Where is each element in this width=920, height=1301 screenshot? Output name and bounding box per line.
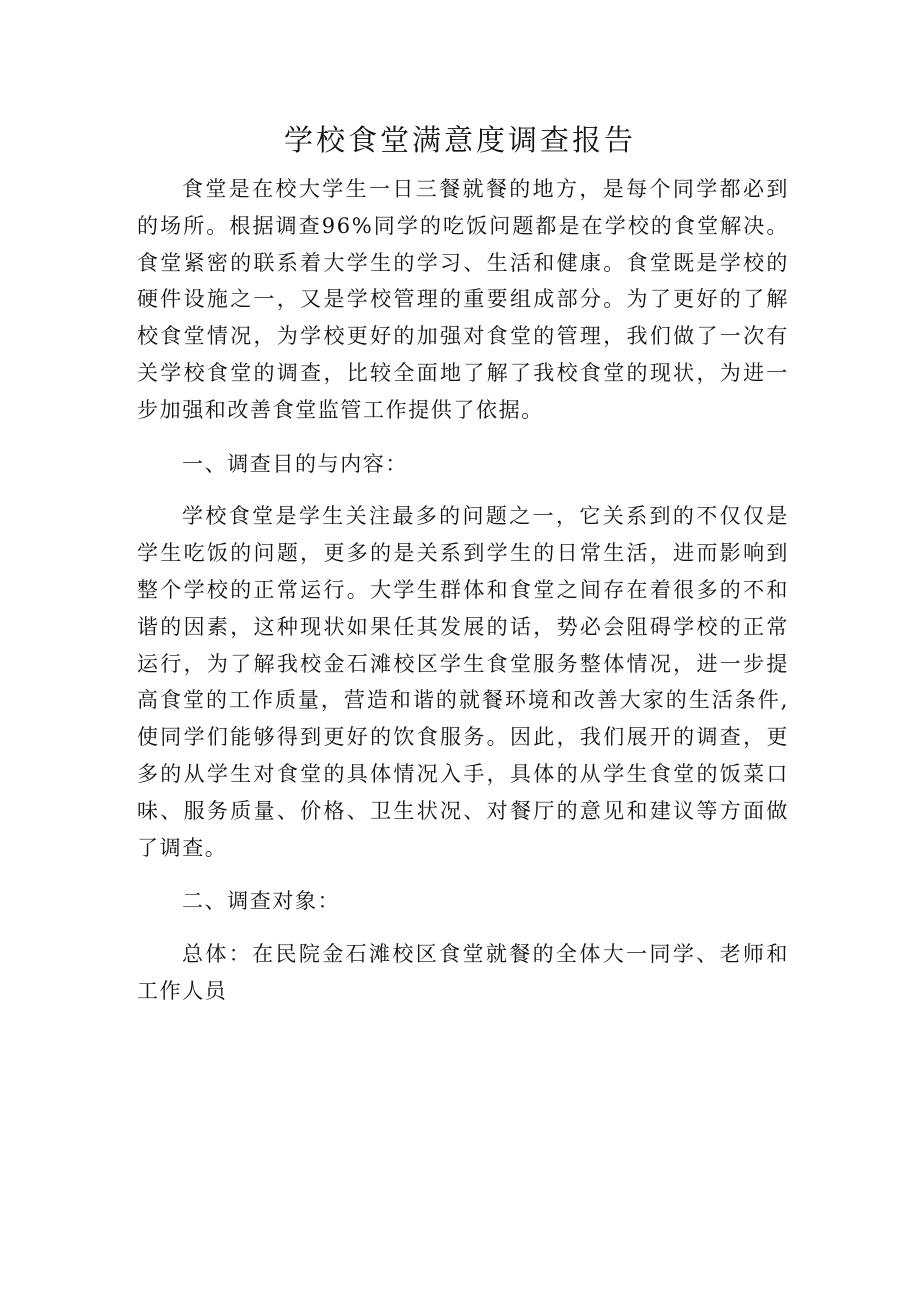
purpose-paragraph: 学校食堂是学生关注最多的问题之一，它关系到的不仅仅是学生吃饭的问题，更多的是关系到学生的日常生活，进而影响到整个学校的正常运行。大学生群体和食堂之间存在着很多的不和谐的因素，这种现状如果任其发展的话，势必会阻碍学校的正常运行，为了解我校金石滩校区学生食堂服务整体情况，进一步提高食堂的工作质量，营造和谐的就餐环境和改善大家的生活条件,使同学们能够得到更好的饮食服务。因此，我们展开的调查，更多的从学生对食堂的具体情况入手，具体的从学生食堂的饭菜口味、服务质量、价格、卫生状况、对餐厅的意见和建议等方面做了调查。 <box>137 504 789 860</box>
intro-paragraph: 食堂是在校大学生一日三餐就餐的地方，是每个同学都必到的场所。根据调查96%同学的吃饭问题都是在学校的食堂解决。食堂紧密的联系着大学生的学习、生活和健康。食堂既是学校的硬件设施之一，又是学校管理的重要组成部分。为了更好的了解校食堂情况，为学校更好的加强对食堂的管理，我们做了一次有关学校食堂的调查，比较全面地了解了我校食堂的现状，为进一步加强和改善食堂监管工作提供了依据。 <box>137 177 789 422</box>
section-heading-purpose: 一、调查目的与内容： <box>182 451 408 476</box>
document-title: 学校食堂满意度调查报告 <box>283 123 636 157</box>
section-heading-subjects: 二、调查对象： <box>182 889 341 914</box>
document-body <box>137 171 789 1010</box>
subjects-paragraph: 总体：在民院金石滩校区食堂就餐的全体大一同学、老师和工作人员 <box>137 942 789 1003</box>
